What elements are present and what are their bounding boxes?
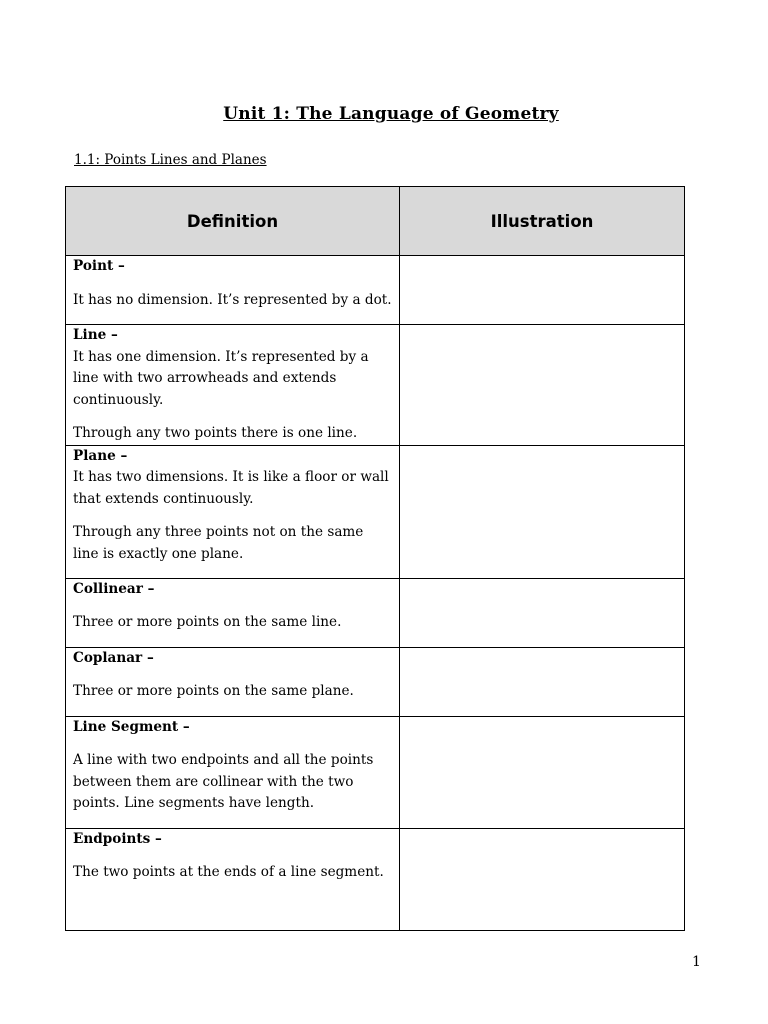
illustration-cell[interactable] [400, 445, 685, 578]
table-row [66, 716, 685, 828]
definition-text: It has two dimensions. It is like a floor or wall that extends continuously. [73, 469, 389, 507]
illustration-cell[interactable] [400, 716, 685, 828]
illustration-cell[interactable] [400, 828, 685, 930]
table-row [66, 445, 685, 578]
definition-cell [66, 716, 400, 828]
section-title: 1.1: Points Lines and Planes [74, 152, 267, 168]
definition-text: It has no dimension. It’s represented by a dot. [73, 291, 392, 308]
definition-text: Through any two points there is one line. [73, 425, 358, 441]
definition-text: Three or more points on the same plane. [73, 683, 354, 699]
table-row [66, 256, 685, 325]
table-header-row [66, 187, 685, 256]
definition-text: Through any three points not on the same line is exactly one plane. [73, 524, 364, 562]
illustration-cell[interactable] [400, 647, 685, 716]
term-label: Collinear – [73, 580, 155, 597]
table-row [66, 828, 685, 930]
definition-cell [66, 256, 400, 325]
definition-text: Three or more points on the same line. [73, 614, 342, 630]
term-label: Line – [73, 327, 118, 343]
vocabulary-table [65, 186, 685, 931]
definition-cell [66, 647, 400, 716]
term-label: Line Segment – [73, 718, 190, 735]
table-body [66, 256, 685, 931]
definition-cell [66, 325, 400, 446]
table-row [66, 647, 685, 716]
term-label: Point – [73, 258, 125, 274]
definition-text: The two points at the ends of a line segment. [73, 864, 384, 880]
definition-cell [66, 445, 400, 578]
page-number: 1 [692, 954, 701, 970]
illustration-header: Illustration [400, 187, 685, 256]
definition-text: A line with two endpoints and all the points between them are collinear with the two points. Line segments have length. [73, 752, 374, 811]
definition-cell [66, 828, 400, 930]
term-label: Coplanar – [73, 649, 154, 666]
definition-text: It has one dimension. It’s represented by a line with two arrowheads and extends continuously. [73, 348, 369, 408]
page-title: Unit 1: The Language of Geometry [223, 104, 559, 124]
term-label: Endpoints – [73, 830, 162, 847]
illustration-cell[interactable] [400, 578, 685, 647]
table-row [66, 325, 685, 446]
illustration-cell[interactable] [400, 256, 685, 325]
illustration-cell[interactable] [400, 325, 685, 446]
definition-cell [66, 578, 400, 647]
definition-header: Definition [66, 187, 400, 256]
term-label: Plane – [73, 447, 128, 464]
table-row [66, 578, 685, 647]
